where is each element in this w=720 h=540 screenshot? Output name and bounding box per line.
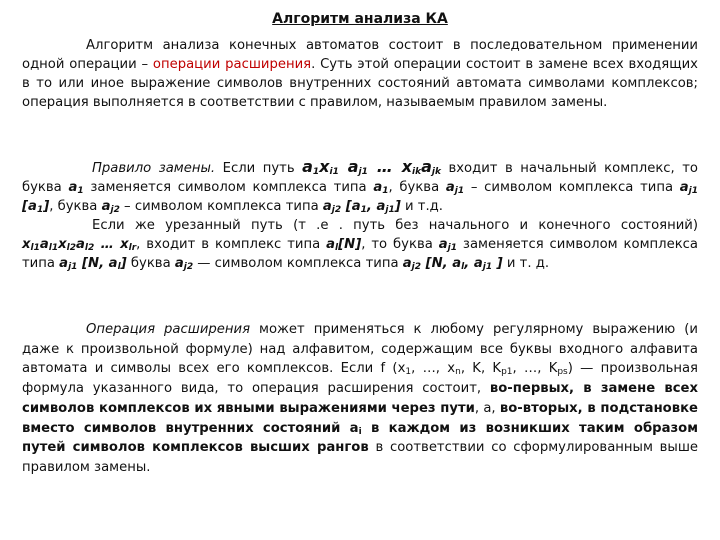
intro-text-2: . Суть этой операции состоит в замене всех входящих в то или иное выражение символов внутренних состояний автомата символами комплексов; операция выполняется в соответствии с правилом, называемым правилом замены. xyxy=(22,57,698,110)
truncated-path-text: Если же урезанный путь (т .е . путь без начального и конечного состояний) xyxy=(92,218,698,233)
path-formula: $a_1x_{i1}$ $a_{j1}$ … $x_{ik}a_{jk}$ xyxy=(302,157,441,177)
bold-step-1: во-первых, в замене всех символов комплексов их явными выражениями через пути xyxy=(22,381,698,416)
bold-step-2: во-вторых, в подстановке вместо символов внутренних состояний $a_i$ в каждом из возникших таким образом путей символов комплексов высших рангов xyxy=(22,400,698,456)
intro-text-1: Алгоритм анализа конечных автоматов состоит в последовательном применении одной операции – xyxy=(22,38,698,72)
truncated-path-formula: $x_{l1}a_{l1}x_{l2}a_{l2}$ … $x_{lr}$ xyxy=(22,237,137,253)
highlight-operation: операции расширения xyxy=(152,57,312,72)
operation-heading: Операция расширения xyxy=(86,322,250,337)
rule-heading: Правило замены. xyxy=(92,161,216,176)
rule-paragraph: Правило замены. Если путь $a_1x_{i1}$ $a_{j1}$ … $x_{ik}a_{jk}$ входит в начальный комплекс, то буква $a_1$ заменяется символом комплекса типа $a_1$, буква $a_{j1}$ – символом комплекса типа $a_{j1}$ $[a_1]$, буква $a_{j2}$ – символом комплекса типа $a_{j2}$ [$a_1$, $a_{j1}$] и т.д. Если же урезанный путь (т .е . путь без начального и конечного состояний) $x_{l1}a_{l1}x_{l2}a_{l2}$ … $x_{lr}$, входит в комплекс типа $a_l[N]$, то буква $a_{j1}$ заменяется символом комплекса типа $a_{j1}$ [N, $a_l$] буква $a_{j2}$ — символом комплекса типа $a_{j2}$ [N, $a_l$, $a_{j1}$ ] и т. д. xyxy=(22,157,698,272)
intro-paragraph xyxy=(22,36,698,112)
page-title: Алгоритм анализа КА xyxy=(272,11,448,27)
operation-paragraph: Операция расширения может применяться к любому регулярному выражению (и даже к произвольной формуле) над алфавитом, содержащим все буквы входного алфавита автомата и символы всех его комплексов. Если f ($x_1$, …, $x_n$, K, $K_{p1}$, …, $K_{ps}$) — произвольная формула указанного вида, то операция расширения состоит, во-первых, в замене всех символов комплексов их явными выражениями через пути, а, во-вторых, в подстановке вместо символов внутренних состояний $a_i$ в каждом из возникших таким образом путей символов комплексов высших рангов в соответствии со сформулированным выше правилом замены. xyxy=(22,322,699,475)
